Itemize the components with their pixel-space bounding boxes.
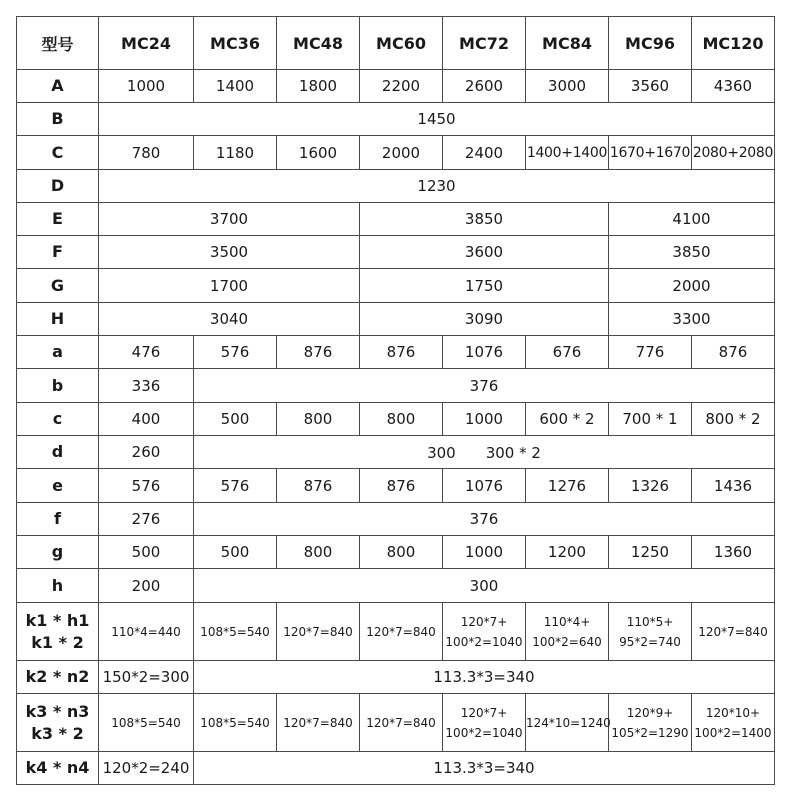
row-label: a	[17, 336, 99, 369]
cell-line: 105*2=1290	[611, 725, 689, 740]
table-cell: 3090	[360, 303, 609, 336]
table-cell: 800	[360, 536, 443, 569]
table-cell: 3560	[609, 70, 692, 103]
table-row-g	[17, 536, 775, 569]
table-cell: 3300	[609, 303, 775, 336]
table-cell: 876	[692, 336, 775, 369]
row-label: B	[17, 103, 99, 136]
table-cell: 2000	[609, 269, 775, 303]
table-cell: 113.3*3=340	[194, 661, 775, 694]
table-row-h	[17, 569, 775, 603]
cell-line: 100*2=1040	[445, 725, 523, 740]
table-cell: 3850	[360, 203, 609, 236]
cell-line: 110*5+	[626, 614, 674, 629]
table-cell: 876	[277, 469, 360, 503]
table-cell: 1360	[692, 536, 775, 569]
table-cell: 500	[99, 536, 194, 569]
table-row-k4	[17, 752, 775, 785]
table-cell: 3500	[99, 236, 360, 269]
table-cell: 800	[277, 536, 360, 569]
row-label	[17, 603, 99, 661]
header-cell-mc24: MC24	[99, 17, 194, 70]
table-cell: 1450	[99, 103, 775, 136]
row-label: k4 * n4	[17, 752, 99, 785]
spec-table	[16, 16, 775, 785]
table-row-B	[17, 103, 775, 136]
table-row-e	[17, 469, 775, 503]
header-cell-mc120: MC120	[692, 17, 775, 70]
table-cell: 1000	[443, 536, 526, 569]
table-cell: 1700	[99, 269, 360, 303]
row-label: G	[17, 269, 99, 303]
table-cell: 776	[609, 336, 692, 369]
table-cell	[443, 603, 526, 661]
table-cell: 1250	[609, 536, 692, 569]
table-cell: 108*5=540	[194, 603, 277, 661]
table-cell	[609, 694, 692, 752]
table-row-D	[17, 170, 775, 203]
row-label: A	[17, 70, 99, 103]
row-label-line: k3 * n3	[25, 701, 90, 721]
table-cell: 576	[194, 336, 277, 369]
cell-line: 100*2=640	[532, 634, 602, 649]
row-label: g	[17, 536, 99, 569]
table-cell	[692, 694, 775, 752]
row-label-line: k1 * h1	[25, 610, 90, 630]
table-cell: 336	[99, 369, 194, 403]
table-cell: 2000	[360, 136, 443, 170]
table-cell: 1670+1670	[609, 136, 692, 170]
table-cell: 700 * 1	[609, 403, 692, 436]
cell-line: 120*9+	[626, 705, 674, 720]
header-cell-mc84: MC84	[526, 17, 609, 70]
table-row-k3	[17, 694, 775, 752]
row-label: F	[17, 236, 99, 269]
table-cell: 4360	[692, 70, 775, 103]
row-label: D	[17, 170, 99, 203]
table-cell: 1180	[194, 136, 277, 170]
header-cell-model: 型号	[17, 17, 99, 70]
row-label: k2 * n2	[17, 661, 99, 694]
table-cell: 476	[99, 336, 194, 369]
table-cell: 600 * 2	[526, 403, 609, 436]
table-cell: 2400	[443, 136, 526, 170]
table-cell: 1276	[526, 469, 609, 503]
row-label-line: k3 * 2	[31, 723, 84, 743]
row-label: H	[17, 303, 99, 336]
table-cell: 120*7=840	[692, 603, 775, 661]
table-cell: 200	[99, 569, 194, 603]
header-cell-mc96: MC96	[609, 17, 692, 70]
table-cell: 108*5=540	[194, 694, 277, 752]
table-row-A	[17, 70, 775, 103]
table-cell: 1326	[609, 469, 692, 503]
table-cell: 300	[194, 569, 775, 603]
table-cell: 876	[277, 336, 360, 369]
table-cell: 1600	[277, 136, 360, 170]
table-cell: 1400+1400	[526, 136, 609, 170]
table-cell: 400	[99, 403, 194, 436]
table-cell: 1076	[443, 469, 526, 503]
table-cell: 876	[360, 336, 443, 369]
table-row-k1	[17, 603, 775, 661]
table-cell: 3600	[360, 236, 609, 269]
table-cell: 876	[360, 469, 443, 503]
row-label-line: k1 * 2	[31, 632, 84, 652]
table-row-c	[17, 403, 775, 436]
spec-table-container	[16, 16, 775, 785]
table-cell: 3040	[99, 303, 360, 336]
table-cell: 1000	[99, 70, 194, 103]
table-cell	[609, 603, 692, 661]
row-label: c	[17, 403, 99, 436]
table-cell: 3000	[526, 70, 609, 103]
table-cell: 276	[99, 503, 194, 536]
table-cell: 260	[99, 436, 194, 469]
table-cell: 800	[360, 403, 443, 436]
table-cell: 576	[194, 469, 277, 503]
header-row	[17, 17, 775, 70]
table-row-C	[17, 136, 775, 170]
table-cell: 500	[194, 536, 277, 569]
table-cell: 500	[194, 403, 277, 436]
table-cell: 1230	[99, 170, 775, 203]
table-row-E	[17, 203, 775, 236]
row-label: E	[17, 203, 99, 236]
cell-line: 100*2=1400	[694, 725, 772, 740]
table-cell	[443, 694, 526, 752]
table-cell: 110*4=440	[99, 603, 194, 661]
table-cell: 2200	[360, 70, 443, 103]
table-cell: 113.3*3=340	[194, 752, 775, 785]
table-row-d	[17, 436, 775, 469]
row-label: e	[17, 469, 99, 503]
table-row-a	[17, 336, 775, 369]
table-cell: 120*7=840	[360, 694, 443, 752]
table-cell: 2080+2080	[692, 136, 775, 170]
table-cell: 1076	[443, 336, 526, 369]
table-cell: 780	[99, 136, 194, 170]
table-cell: 120*7=840	[277, 603, 360, 661]
table-cell: 1000	[443, 403, 526, 436]
table-row-f	[17, 503, 775, 536]
table-cell: 676	[526, 336, 609, 369]
header-cell-mc48: MC48	[277, 17, 360, 70]
table-cell: 120*2=240	[99, 752, 194, 785]
table-cell: 576	[99, 469, 194, 503]
table-cell	[526, 603, 609, 661]
cell-line: 100*2=1040	[445, 634, 523, 649]
cell-line: 110*4+	[543, 614, 591, 629]
row-label: d	[17, 436, 99, 469]
table-row-G	[17, 269, 775, 303]
table-cell: 150*2=300	[99, 661, 194, 694]
header-cell-mc60: MC60	[360, 17, 443, 70]
header-cell-mc36: MC36	[194, 17, 277, 70]
table-cell: 376	[194, 503, 775, 536]
table-cell: 124*10=1240	[526, 694, 609, 752]
cell-line: 120*7+	[460, 614, 508, 629]
row-label: b	[17, 369, 99, 403]
header-cell-mc72: MC72	[443, 17, 526, 70]
table-cell: 1400	[194, 70, 277, 103]
table-cell: 376	[194, 369, 775, 403]
table-cell: 800 * 2	[692, 403, 775, 436]
table-cell: 1200	[526, 536, 609, 569]
table-cell: 3700	[99, 203, 360, 236]
row-label: C	[17, 136, 99, 170]
table-cell: 300 300 * 2	[194, 436, 775, 469]
table-cell: 120*7=840	[360, 603, 443, 661]
cell-line: 120*7+	[460, 705, 508, 720]
table-row-b	[17, 369, 775, 403]
table-row-k2	[17, 661, 775, 694]
table-cell: 1800	[277, 70, 360, 103]
table-cell: 2600	[443, 70, 526, 103]
table-cell: 120*7=840	[277, 694, 360, 752]
row-label: h	[17, 569, 99, 603]
table-cell: 800	[277, 403, 360, 436]
row-label	[17, 694, 99, 752]
table-row-F	[17, 236, 775, 269]
table-row-H	[17, 303, 775, 336]
table-cell: 1750	[360, 269, 609, 303]
table-cell: 3850	[609, 236, 775, 269]
row-label: f	[17, 503, 99, 536]
table-cell: 108*5=540	[99, 694, 194, 752]
table-cell: 1436	[692, 469, 775, 503]
table-cell: 4100	[609, 203, 775, 236]
cell-line: 120*10+	[705, 705, 761, 720]
cell-line: 95*2=740	[619, 634, 681, 649]
